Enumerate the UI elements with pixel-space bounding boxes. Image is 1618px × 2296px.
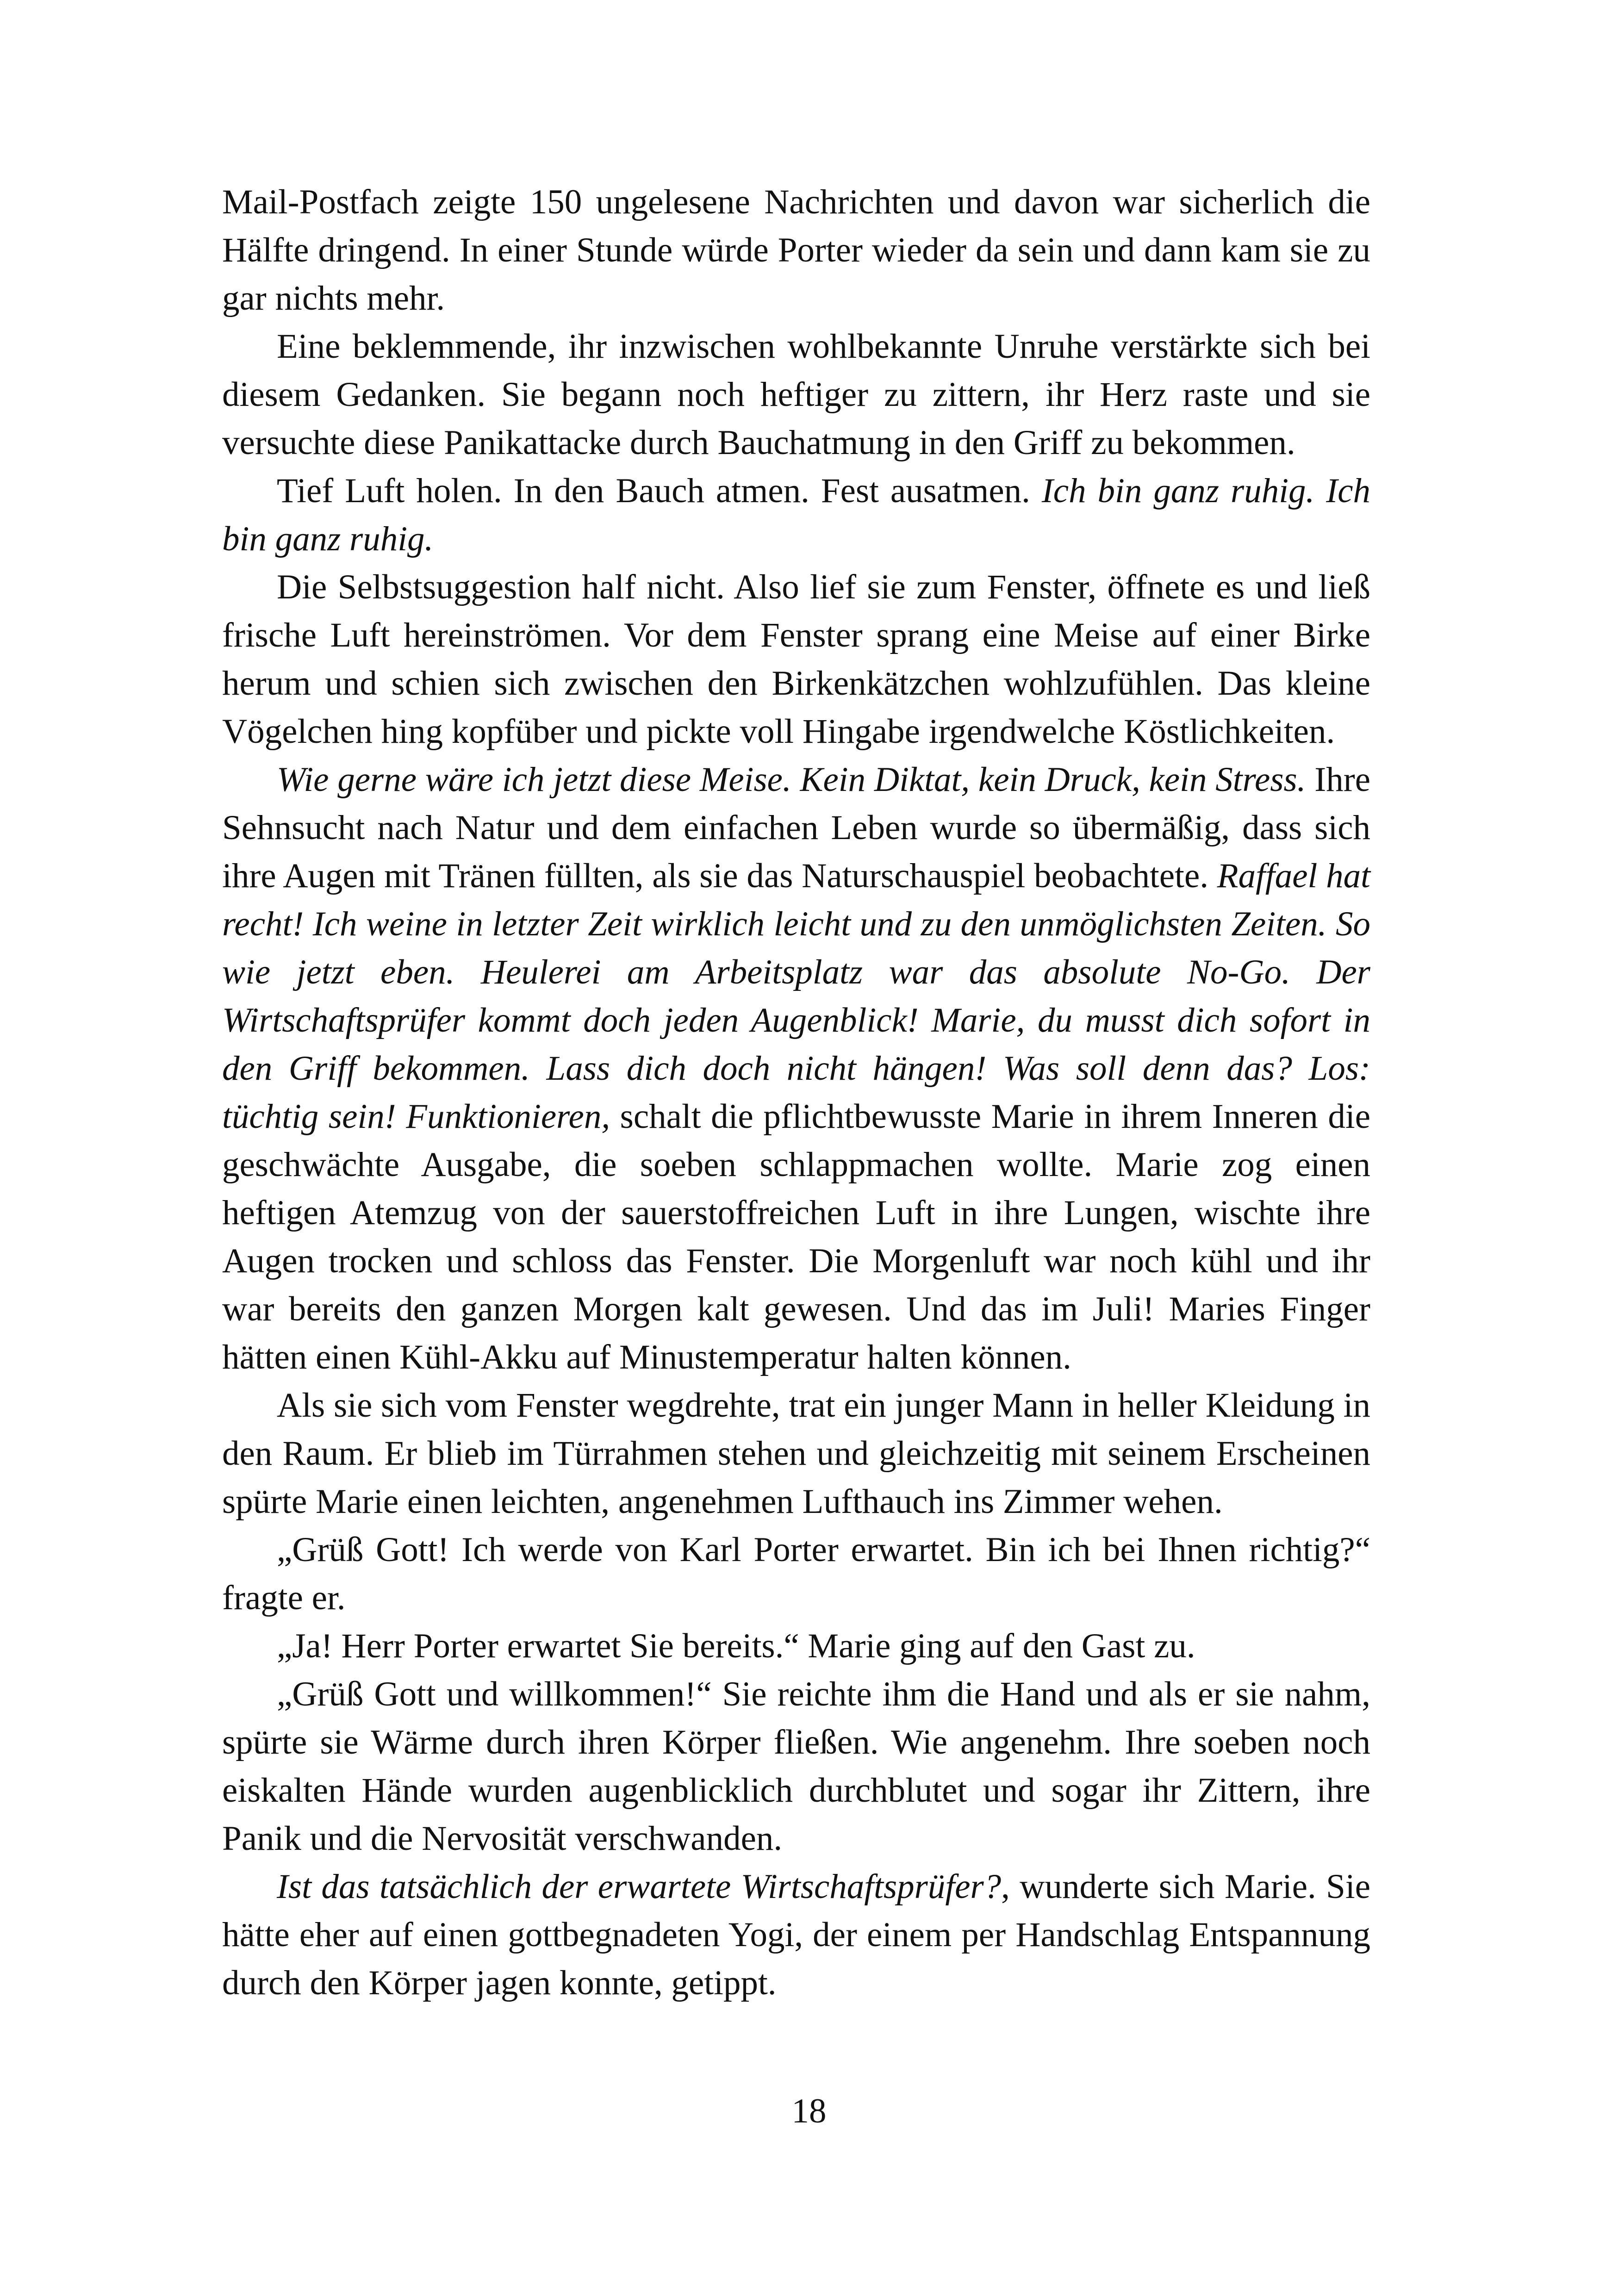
paragraph-10 [222, 1863, 1370, 2007]
paragraph-4 [222, 563, 1370, 756]
paragraph-8 [222, 1622, 1370, 1670]
paragraph-italic-thought: Ich bin ganz ruhig. Ich bin ganz ruhig. [222, 472, 1371, 558]
book-page-body [222, 178, 1370, 2007]
paragraph-italic-thought: Ist das tatsächlich der erwartete Wirtschaftsprüfer? [277, 1867, 1002, 1906]
paragraph-1 [222, 178, 1370, 323]
paragraph-text: „Grüß Gott! Ich werde von Karl Porter erwartet. Bin ich bei Ihnen richtig?“ fragte er. [222, 1531, 1370, 1617]
paragraph-text: Mail-Postfach zeigte 150 ungelesene Nachrichten und davon war sicherlich die Hälfte dringend. In einer Stunde würde Porter wieder da sein und dann kam sie zu gar nichts mehr. [222, 183, 1370, 317]
paragraph-text: „Ja! Herr Porter erwartet Sie bereits.“ Marie ging auf den Gast zu. [277, 1627, 1195, 1665]
paragraph-text: Ihre Sehnsucht nach Natur und dem einfachen Leben wurde so übermäßig, dass sich ihre Augen mit Tränen füllten, als sie das Naturschauspiel beobachtete. [222, 760, 1370, 895]
paragraph-7 [222, 1526, 1370, 1622]
paragraph-6 [222, 1381, 1370, 1526]
paragraph-3 [222, 467, 1370, 563]
paragraph-text: Tief Luft holen. In den Bauch atmen. Fest ausatmen. [277, 472, 1042, 510]
paragraph-5 [222, 756, 1370, 1381]
paragraph-italic-thought: Wie gerne wäre ich jetzt diese Meise. Kein Diktat, kein Druck, kein Stress. [277, 760, 1306, 799]
paragraph-text: Eine beklemmende, ihr inzwischen wohlbekannte Unruhe verstärkte sich bei diesem Gedanken. Sie begann noch heftiger zu zittern, ihr Herz raste und sie versuchte diese Panikattacke durch Bauchatmung in den Griff zu bekommen. [222, 327, 1370, 462]
paragraph-9 [222, 1670, 1370, 1863]
paragraph-text: Als sie sich vom Fenster wegdrehte, trat ein junger Mann in heller Kleidung in den Raum. Er blieb im Türrahmen stehen und gleichzeitig mit seinem Erscheinen spürte Marie einen leichten, angenehmen Lufthauch ins Zimmer wehen. [222, 1386, 1370, 1521]
paragraph-text: , wunderte sich Marie. Sie hätte eher auf einen gottbegnadeten Yogi, der einem per Handschlag Entspannung durch den Körper jagen konnte, getippt. [222, 1867, 1370, 2002]
paragraph-italic-thought: Raffael hat recht! Ich weine in letzter Zeit wirklich leicht und zu den unmöglichsten Zeiten. So wie jetzt eben. Heulerei am Arbeitsplatz war das absolute No-Go. Der Wirtschaftsprüfer kommt doch jeden Augenblick! Marie, du musst dich sofort in den Griff bekommen. Lass dich doch nicht hängen! Was soll denn das? Los: tüchtig sein! Funktionieren, [222, 857, 1370, 1136]
paragraph-text: Die Selbstsuggestion half nicht. Also lief sie zum Fenster, öffnete es und ließ frische Luft hereinströmen. Vor dem Fenster sprang eine Meise auf einer Birke herum und schien sich zwischen den Birkenkätzchen wohlzufühlen. Das kleine Vögelchen hing kopfüber und pickte voll Hingabe irgendwelche Köstlichkeiten. [222, 568, 1370, 751]
paragraph-text: schalt die pflichtbewusste Marie in ihrem Inneren die geschwächte Ausgabe, die soeben schlappmachen wollte. Marie zog einen heftigen Atemzug von der sauerstoffreichen Luft in ihre Lungen, wischte ihre Augen trocken und schloss das Fenster. Die Morgenluft war noch kühl und ihr war bereits den ganzen Morgen kalt gewesen. Und das im Juli! Maries Finger hätten einen Kühl-Akku auf Minustemperatur halten können. [222, 1097, 1370, 1376]
paragraph-2 [222, 323, 1370, 467]
paragraph-text: „Grüß Gott und willkommen!“ Sie reichte ihm die Hand und als er sie nahm, spürte sie Wärme durch ihren Körper fließen. Wie angenehm. Ihre soeben noch eiskalten Hände wurden augenblicklich durchblutet und sogar ihr Zittern, ihre Panik und die Nervosität verschwanden. [222, 1675, 1370, 1858]
page-number: 18 [791, 2092, 827, 2130]
